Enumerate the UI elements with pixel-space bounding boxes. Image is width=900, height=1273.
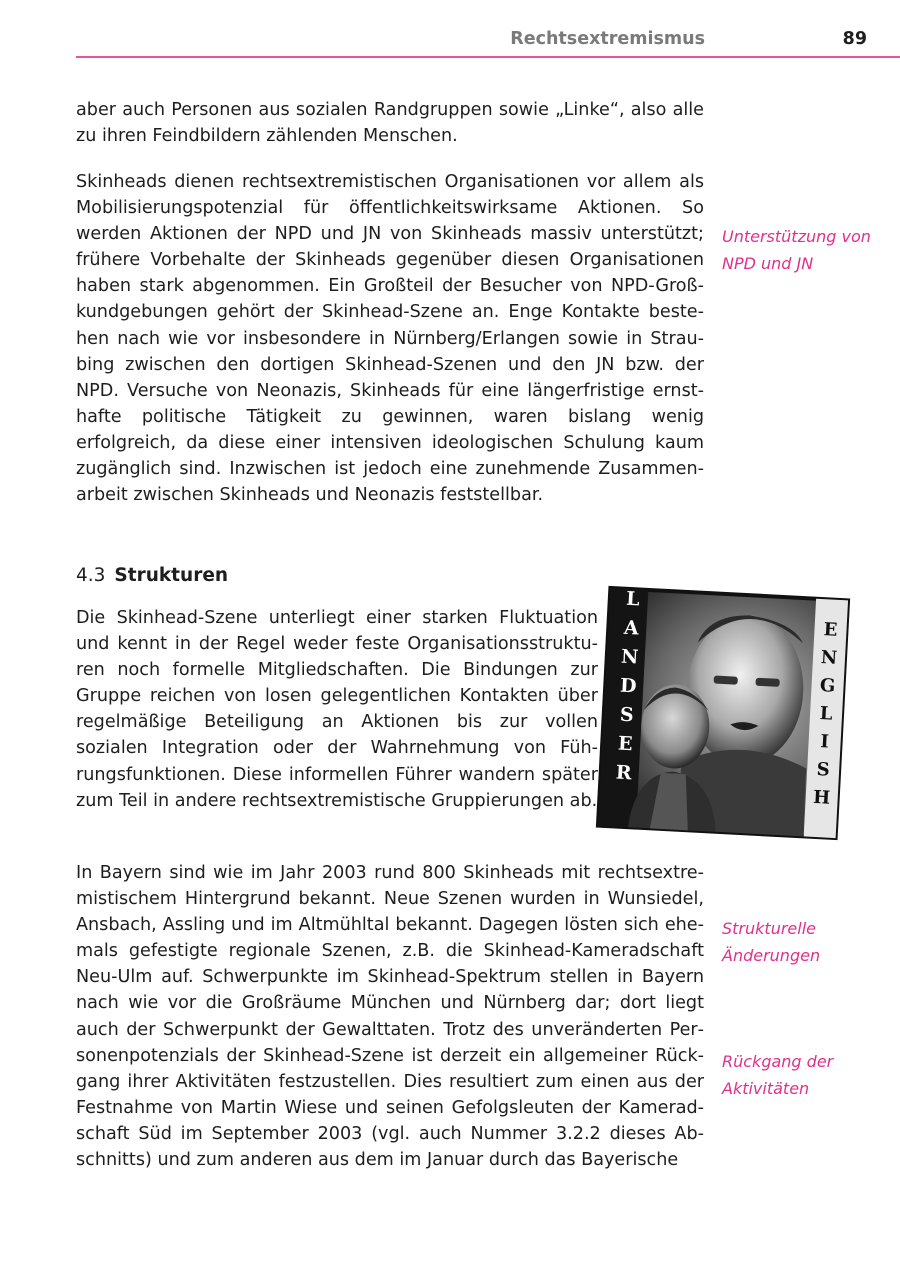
section-title: Strukturen bbox=[114, 565, 229, 586]
cover-title-text: ENGLISH bbox=[812, 619, 838, 809]
margin-note-unterstuetzung: Unterstützung von NPD und JN bbox=[722, 227, 871, 273]
section-heading bbox=[76, 565, 228, 586]
cd-cover-graphic bbox=[594, 584, 852, 842]
header-rule bbox=[76, 56, 900, 58]
cover-band-name-text: LANDSER bbox=[615, 587, 641, 785]
section-number: 4.3 bbox=[76, 565, 106, 586]
page-number: 89 bbox=[842, 29, 867, 49]
body-paragraph-4: In Bayern sind wie im Jahr 2003 rund 800 Skinheads mit rechtsextremistischem Hintergrund bekannt. Neue Szenen wurden in Wunsiedel, Ansbach, Assling und im Altmühltal bekannt. Dagegen lösten sich ehemals gefestigte regionale Szenen, z.B. die Skinhead-Kameradschaft Neu-Ulm auf. Schwerpunkte im Skinhead-Spektrum stellen in Bayern nach wie vor die Großräume München und Nürnberg dar; dort liegt auch der Schwerpunkt der Gewalttaten. Trotz des unveränderten Personenpotenzials der Skinhead-Szene ist derzeit ein allgemeiner Rückgang ihrer Aktivitäten festzustellen. Dies resultiert zum einen aus der Festnahme von Martin Wiese und seinen Gefolgsleuten der Kameradschaft Süd im September 2003 (vgl. auch Nummer 3.2.2 dieses Abschnitts) und zum anderen aus dem im Januar durch das Bayerische bbox=[76, 863, 704, 1171]
body-paragraph-1: aber auch Personen aus sozialen Randgruppen sowie „Linke“, also alle zu ihren Feindbildern zählenden Menschen. bbox=[76, 100, 704, 147]
margin-note-strukturelle-aenderungen: Strukturelle Änderungen bbox=[722, 919, 821, 965]
margin-note-rueckgang: Rückgang der Aktivitäten bbox=[722, 1052, 834, 1098]
body-paragraph-3: Die Skinhead-Szene unterliegt einer starken Fluktuation und kennt in der Regel weder feste Organisationsstrukturen noch formelle Mitgliedschaften. Die Bindungen zur Gruppe reichen von losen gelegentlichen Kontakten über regelmäßige Beteiligung an Aktionen bis zur vollen sozialen Integration oder der Wahrnehmung von Führungsfunktionen. Diese informellen Führer wandern später zum Teil in andere rechtsextremistische Gruppierungen ab. bbox=[76, 608, 598, 811]
header-section-title: Rechtsextremismus bbox=[510, 29, 705, 49]
body-paragraph-2: Skinheads dienen rechtsextremistischen Organisationen vor allem als Mobilisierungspotenzial für öffentlichkeitswirksame Aktionen. So werden Aktionen der NPD und JN von Skinheads massiv unterstützt; frühere Vorbehalte der Skinheads gegenüber diesen Organisationen haben stark abgenommen. Ein Großteil der Besucher von NPD-Großkundgebungen gehört der Skinhead-Szene an. Enge Kontakte bestehen nach wie vor insbesondere in Nürnberg/Erlangen sowie in Straubing zwischen den dortigen Skinhead-Szenen und den JN bzw. der NPD. Versuche von Neonazis, Skinheads für eine längerfristige ernsthafte politische Tätigkeit zu gewinnen, waren bislang wenig erfolgreich, da diese einer intensiven ideologischen Schulung kaum zugänglich sind. Inzwischen ist jedoch eine zunehmende Zusammenarbeit zwischen Skinheads und Neonazis feststellbar. bbox=[76, 172, 704, 506]
landser-cd-cover-image bbox=[594, 584, 852, 842]
